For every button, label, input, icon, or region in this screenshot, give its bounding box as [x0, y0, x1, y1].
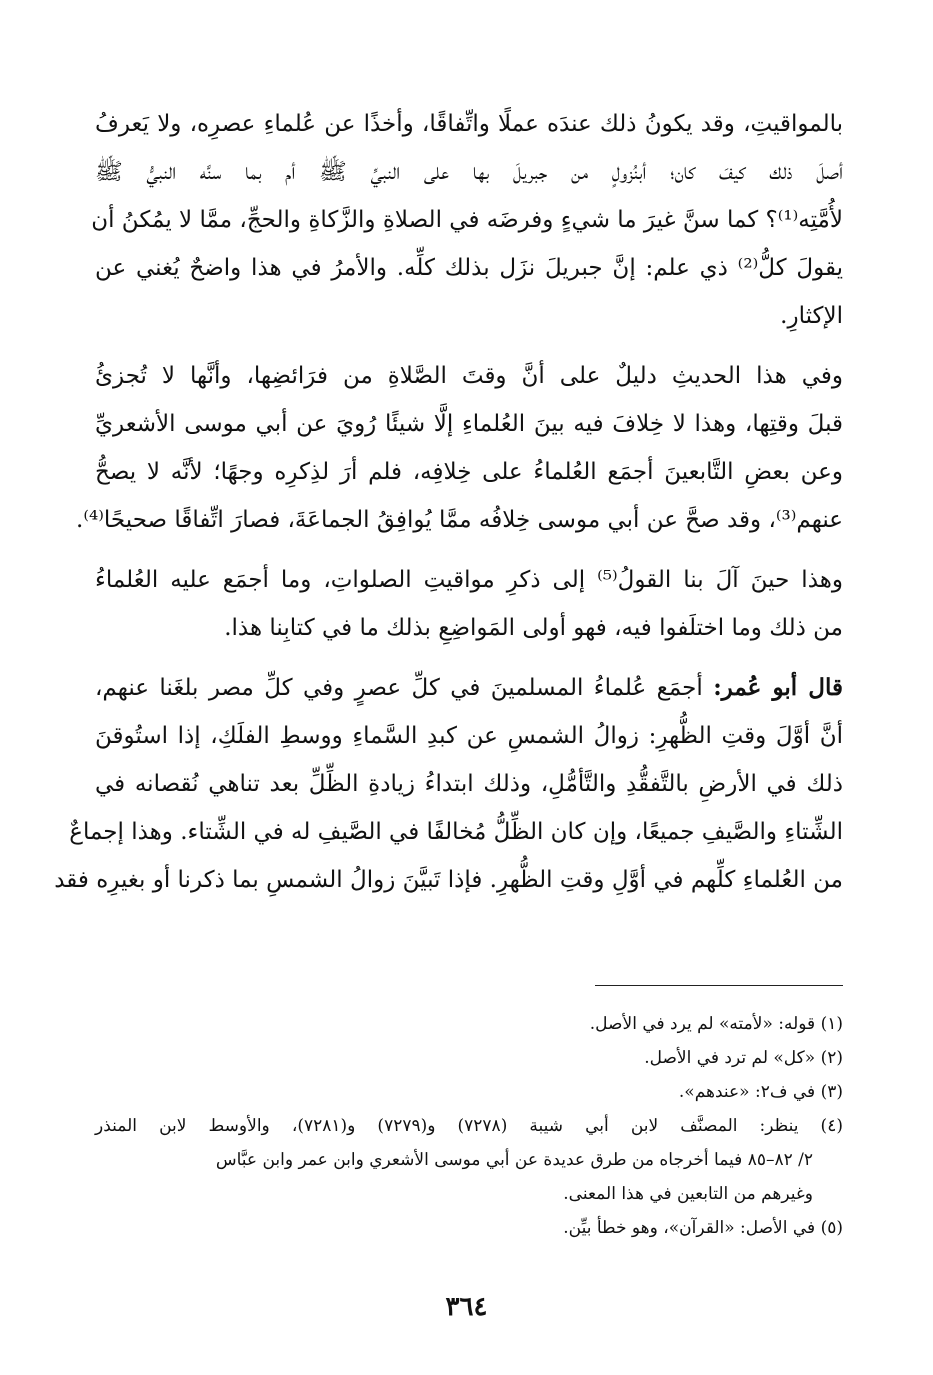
footnote-divider: [595, 985, 843, 986]
footnote: (١) قوله: «لأمته» لم يرد في الأصل.: [589, 1014, 843, 1034]
footnote: (٤) ينظر: المصنَّف لابن أبي شيبة (٧٢٧٨) و(٧٢٧٩) و(٧٢٨١)، والأوسط لابن المنذر: [95, 1116, 843, 1136]
footnote-continuation: ٢/ ٨٢–٨٥ فيما أخرجاه من طرق عديدة عن أبي موسى الأشعري وابن عمر وابن عبَّاس: [215, 1150, 813, 1170]
footnote: (٥) في الأصل: «القرآن»، وهو خطأ بيِّن.: [563, 1218, 843, 1238]
text-line: وعن بعضِ التَّابعينَ أجمَع العُلماءُ على خِلافِه، فلم أرَ لذِكرِه وجهًا؛ لأنَّه لا يصحُّ: [95, 459, 843, 485]
speaker-label: قال أبو عُمر:: [713, 674, 843, 701]
main-text: [54, 100, 844, 904]
text-line: الإكثارِ.: [780, 303, 843, 329]
text-line: من ذلك وما اختلَفوا فيه، فهو أولى المَواضِعِ بذلك ما في كتابِنا هذا.: [224, 615, 843, 641]
footnotes: [95, 1007, 843, 1245]
text-line: أنَّ أوَّلَ وقتِ الظُّهرِ: زوالُ الشمسِ عن كبدِ السَّماءِ ووسطِ الفلَكِ، إذا استُوقنَ: [95, 723, 843, 749]
page-number: ٣٦٤: [445, 1292, 488, 1322]
footnote: (٣) في ف٢: «عندهم».: [678, 1082, 843, 1102]
text-line: وهذا حينَ آلَ بنا القولُ⁽⁵⁾ إلى ذكرِ مواقيتِ الصلواتِ، وما أجمَع عليه العُلماءُ: [95, 567, 844, 593]
text-line: بالمواقيتِ، وقد يكونُ ذلك عندَه عملًا واتِّفاقًا، وأخذًا عن عُلماءِ عصرِه، ولا يَعرفُ: [95, 111, 843, 137]
text-line: عنهم⁽³⁾، وقد صحَّ عن أبي موسى خِلافُه ممَّا يُوافِقُ الجماعَةَ، فصارَ اتِّفاقًا صحيحًا⁽⁴⁾.: [76, 507, 843, 533]
text-line: الشِّتاءِ والصَّيفِ جميعًا، وإن كان الظِّلُّ مُخالفًا في الصَّيفِ له في الشِّتاء. وهذا إجماعٌ: [69, 819, 843, 845]
text-line: قبلَ وقتِها، وهذا لا خِلافَ فيه بينَ العُلماءِ إلَّا شيئًا رُويَ عن أبي موسى الأشعريِّ: [95, 411, 843, 437]
text-line: يقولَ كلُّ⁽²⁾ ذي علم: إنَّ جبريلَ نزَل بذلك كلِّه. والأمرُ في هذا واضحٌ يُغني عن: [95, 255, 844, 281]
text-line: أصلَ ذلك كيفَ كان؛ أبنُزولٍ من جبريلَ بها على النبيِّ ﷺ أم بما سنَّه النبيُّ ﷺ: [95, 159, 843, 185]
text-line: وفي هذا الحديثِ دليلٌ على أنَّ وقتَ الصَّلاةِ من فرَائضِها، وأنَّها لا تُجزئُ: [95, 363, 843, 389]
speaker-text: أجمَع عُلماءُ المسلمينَ في كلِّ عصرٍ وفي كلِّ مصر بلغَنا عنهم،: [95, 675, 703, 701]
text-line: من العُلماءِ كلِّهم في أوَّلِ وقتِ الظُّهرِ. فإذا تَبيَّنَ زوالُ الشمسِ بما ذكرنا أو بغيرِه فقد: [54, 867, 843, 893]
text-line: ذلك في الأرضِ بالتَّفقُّدِ والتَّأمُّلِ، وذلك ابتداءُ زيادةِ الظِّلِّ بعد تناهي نُقصانه في: [95, 771, 843, 797]
text-line: [95, 664, 843, 712]
footnote: (٢) «كل» لم ترد في الأصل.: [644, 1048, 843, 1068]
footnote-continuation: وغيرهم من التابعين في هذا المعنى.: [563, 1184, 813, 1204]
text-line: لأُمَّتِه⁽¹⁾؟ كما سنَّ غيرَ ما شيءٍ وفرضَه في الصلاةِ والزَّكاةِ والحجِّ، ممَّا لا يمُكنُ أن: [91, 207, 843, 233]
